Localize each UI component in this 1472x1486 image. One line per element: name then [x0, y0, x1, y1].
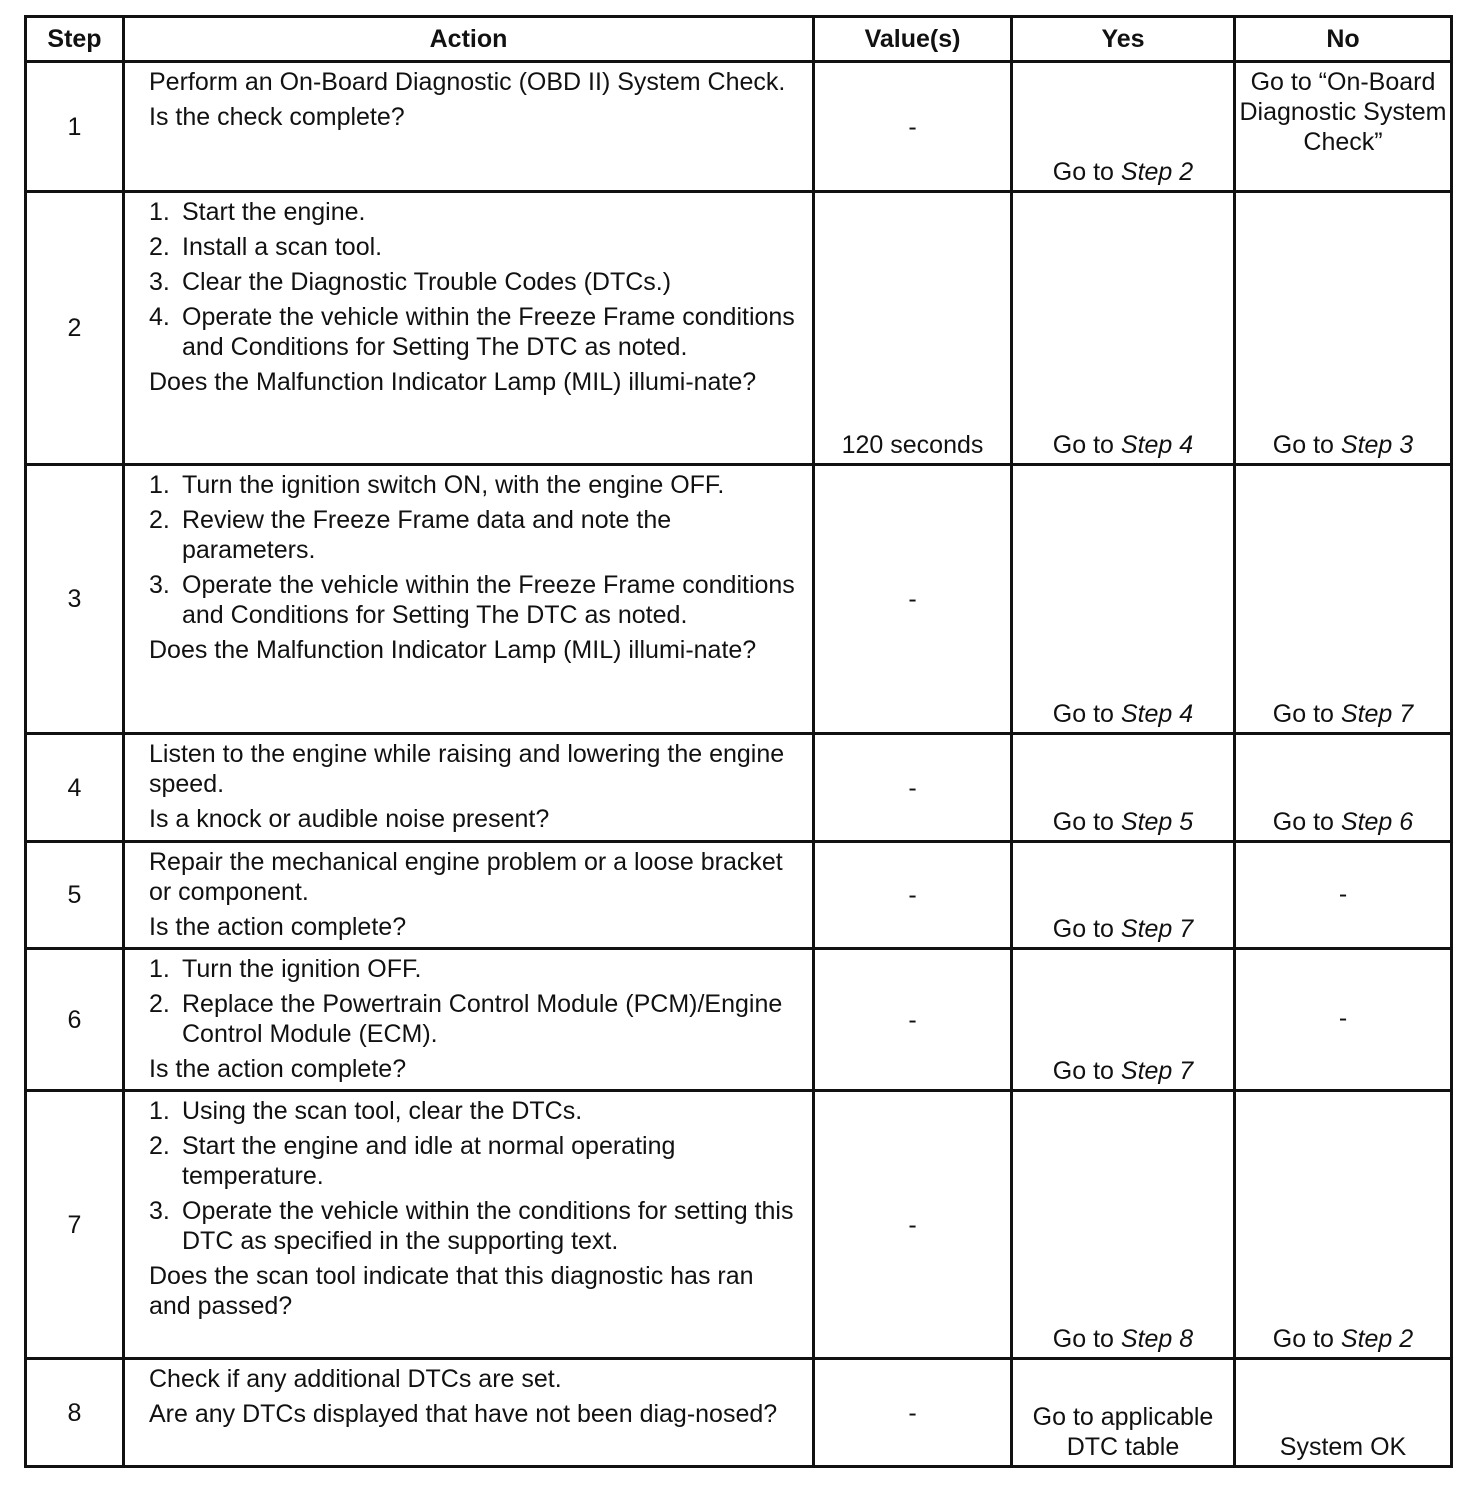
- no-prefix: Go to: [1272, 808, 1334, 836]
- value-cell: -: [814, 842, 1012, 949]
- table-row: [26, 62, 1452, 192]
- step-number: 5: [26, 842, 124, 949]
- action-cell: [124, 62, 814, 192]
- action-step-text: Turn the ignition switch ON, with the engine OFF.: [182, 471, 725, 499]
- action-question: Are any DTCs displayed that have not been diag-nosed?: [149, 1400, 778, 1428]
- action-cell: [124, 192, 814, 465]
- value-cell: -: [814, 62, 1012, 192]
- action-step-item: [149, 1096, 798, 1126]
- diagnostic-table: [24, 15, 1453, 1468]
- no-step-link: Step 7: [1340, 700, 1414, 728]
- yes-step-link: Step 2: [1120, 158, 1194, 186]
- value-cell: -: [814, 949, 1012, 1091]
- step-number: 6: [26, 949, 124, 1091]
- step-number: 3: [26, 465, 124, 734]
- action-step-number: 3.: [149, 571, 170, 599]
- header-no: No: [1235, 17, 1452, 62]
- action-step-item: [149, 989, 798, 1049]
- value-cell: -: [814, 734, 1012, 842]
- header-row: [26, 17, 1452, 62]
- action-intro: Listen to the engine while raising and lowering the engine speed.: [149, 740, 785, 798]
- action-step-text: Replace the Powertrain Control Module (PCM)/Engine Control Module (ECM).: [182, 990, 783, 1048]
- table-row: [26, 734, 1452, 842]
- yes-step-link: Step 8: [1120, 1325, 1194, 1353]
- action-step-text: Install a scan tool.: [182, 233, 383, 261]
- yes-cell: [1012, 949, 1235, 1091]
- yes-step-link: Step 4: [1120, 700, 1194, 728]
- yes-prefix: Go to: [1052, 1325, 1114, 1353]
- action-step-text: Operate the vehicle within the conditions for setting this DTC as specified in the supporting text.: [182, 1197, 794, 1255]
- action-step-number: 3.: [149, 1197, 170, 1225]
- no-step-link: Step 2: [1340, 1325, 1414, 1353]
- yes-cell: [1012, 465, 1235, 734]
- action-question: Is the action complete?: [149, 913, 407, 941]
- value-cell: -: [814, 1359, 1012, 1467]
- header-yes: Yes: [1012, 17, 1235, 62]
- action-cell: [124, 734, 814, 842]
- step-number: 7: [26, 1091, 124, 1359]
- no-cell: [1235, 734, 1452, 842]
- no-step-link: Step 6: [1340, 808, 1414, 836]
- no-cell: [1235, 192, 1452, 465]
- yes-prefix: Go to: [1052, 1057, 1114, 1085]
- table-row: [26, 949, 1452, 1091]
- no-prefix: Go to: [1272, 431, 1334, 459]
- action-step-item: [149, 302, 798, 362]
- yes-text: Go to applicable DTC table: [1032, 1403, 1214, 1461]
- no-cell: [1235, 949, 1452, 1091]
- no-cell: [1235, 465, 1452, 734]
- action-intro: Repair the mechanical engine problem or a loose bracket or component.: [149, 848, 783, 906]
- step-number: 4: [26, 734, 124, 842]
- action-question: Does the scan tool indicate that this diagnostic has ran and passed?: [149, 1262, 754, 1320]
- action-step-number: 2.: [149, 990, 170, 1018]
- action-step-text: Turn the ignition OFF.: [182, 955, 422, 983]
- action-step-number: 4.: [149, 303, 170, 331]
- no-text: Go to “On-Board Diagnostic System Check”: [1239, 68, 1447, 156]
- no-prefix: Go to: [1272, 1325, 1334, 1353]
- action-steps-list: [149, 470, 798, 630]
- action-question: Does the Malfunction Indicator Lamp (MIL) illumi-nate?: [149, 636, 757, 664]
- action-step-number: 1.: [149, 471, 170, 499]
- yes-step-link: Step 5: [1120, 808, 1194, 836]
- no-text: System OK: [1279, 1433, 1407, 1461]
- action-intro: Check if any additional DTCs are set.: [149, 1365, 562, 1393]
- yes-prefix: Go to: [1052, 700, 1114, 728]
- action-step-text: Review the Freeze Frame data and note the parameters.: [182, 506, 672, 564]
- step-number: 8: [26, 1359, 124, 1467]
- yes-cell: [1012, 62, 1235, 192]
- table-row: [26, 465, 1452, 734]
- action-steps-list: [149, 954, 798, 1049]
- step-number: 2: [26, 192, 124, 465]
- yes-step-link: Step 4: [1120, 431, 1194, 459]
- no-cell: [1235, 1091, 1452, 1359]
- action-step-text: Operate the vehicle within the Freeze Frame conditions and Conditions for Setting The DTC as noted.: [182, 303, 795, 361]
- action-question: Does the Malfunction Indicator Lamp (MIL) illumi-nate?: [149, 368, 757, 396]
- action-step-item: [149, 1131, 798, 1191]
- yes-prefix: Go to: [1052, 431, 1114, 459]
- value-cell: -: [814, 1091, 1012, 1359]
- action-question: Is a knock or audible noise present?: [149, 805, 550, 833]
- no-cell: [1235, 62, 1452, 192]
- table-row: [26, 1091, 1452, 1359]
- yes-prefix: Go to: [1052, 915, 1114, 943]
- action-step-item: [149, 505, 798, 565]
- action-step-text: Start the engine.: [182, 198, 366, 226]
- header-step: Step: [26, 17, 124, 62]
- yes-step-link: Step 7: [1120, 1057, 1194, 1085]
- action-step-number: 2.: [149, 506, 170, 534]
- header-values: Value(s): [814, 17, 1012, 62]
- action-cell: [124, 1359, 814, 1467]
- action-cell: [124, 842, 814, 949]
- action-step-number: 1.: [149, 198, 170, 226]
- action-step-text: Start the engine and idle at normal operating temperature.: [182, 1132, 676, 1190]
- no-cell: [1235, 1359, 1452, 1467]
- table-row: [26, 842, 1452, 949]
- action-step-number: 1.: [149, 955, 170, 983]
- action-step-number: 3.: [149, 268, 170, 296]
- action-cell: [124, 465, 814, 734]
- table-row: [26, 1359, 1452, 1467]
- action-cell: [124, 949, 814, 1091]
- action-step-number: 2.: [149, 1132, 170, 1160]
- action-step-number: 1.: [149, 1097, 170, 1125]
- action-cell: [124, 1091, 814, 1359]
- header-action: Action: [124, 17, 814, 62]
- yes-cell: [1012, 1359, 1235, 1467]
- yes-cell: [1012, 734, 1235, 842]
- yes-cell: [1012, 842, 1235, 949]
- yes-prefix: Go to: [1052, 158, 1114, 186]
- action-step-item: [149, 570, 798, 630]
- step-number: 1: [26, 62, 124, 192]
- yes-step-link: Step 7: [1120, 915, 1194, 943]
- yes-cell: [1012, 1091, 1235, 1359]
- action-step-item: [149, 267, 798, 297]
- action-step-number: 2.: [149, 233, 170, 261]
- yes-prefix: Go to: [1052, 808, 1114, 836]
- table-row: [26, 192, 1452, 465]
- action-step-item: [149, 197, 798, 227]
- no-step-link: Step 3: [1340, 431, 1414, 459]
- no-text: -: [1338, 1004, 1348, 1032]
- action-intro: Perform an On-Board Diagnostic (OBD II) System Check.: [149, 68, 786, 96]
- action-step-item: [149, 954, 798, 984]
- action-step-item: [149, 232, 798, 262]
- action-steps-list: [149, 197, 798, 362]
- value-cell: -: [814, 465, 1012, 734]
- action-step-item: [149, 1196, 798, 1256]
- action-question: Is the action complete?: [149, 1055, 407, 1083]
- action-question: Is the check complete?: [149, 103, 405, 131]
- no-cell: [1235, 842, 1452, 949]
- action-step-text: Clear the Diagnostic Trouble Codes (DTCs.): [182, 268, 672, 296]
- action-step-item: [149, 470, 798, 500]
- no-prefix: Go to: [1272, 700, 1334, 728]
- action-step-text: Using the scan tool, clear the DTCs.: [182, 1097, 583, 1125]
- action-step-text: Operate the vehicle within the Freeze Frame conditions and Conditions for Setting The DTC as noted.: [182, 571, 795, 629]
- no-text: -: [1338, 879, 1348, 908]
- yes-cell: [1012, 192, 1235, 465]
- value-cell: 120 seconds: [814, 192, 1012, 465]
- action-steps-list: [149, 1096, 798, 1256]
